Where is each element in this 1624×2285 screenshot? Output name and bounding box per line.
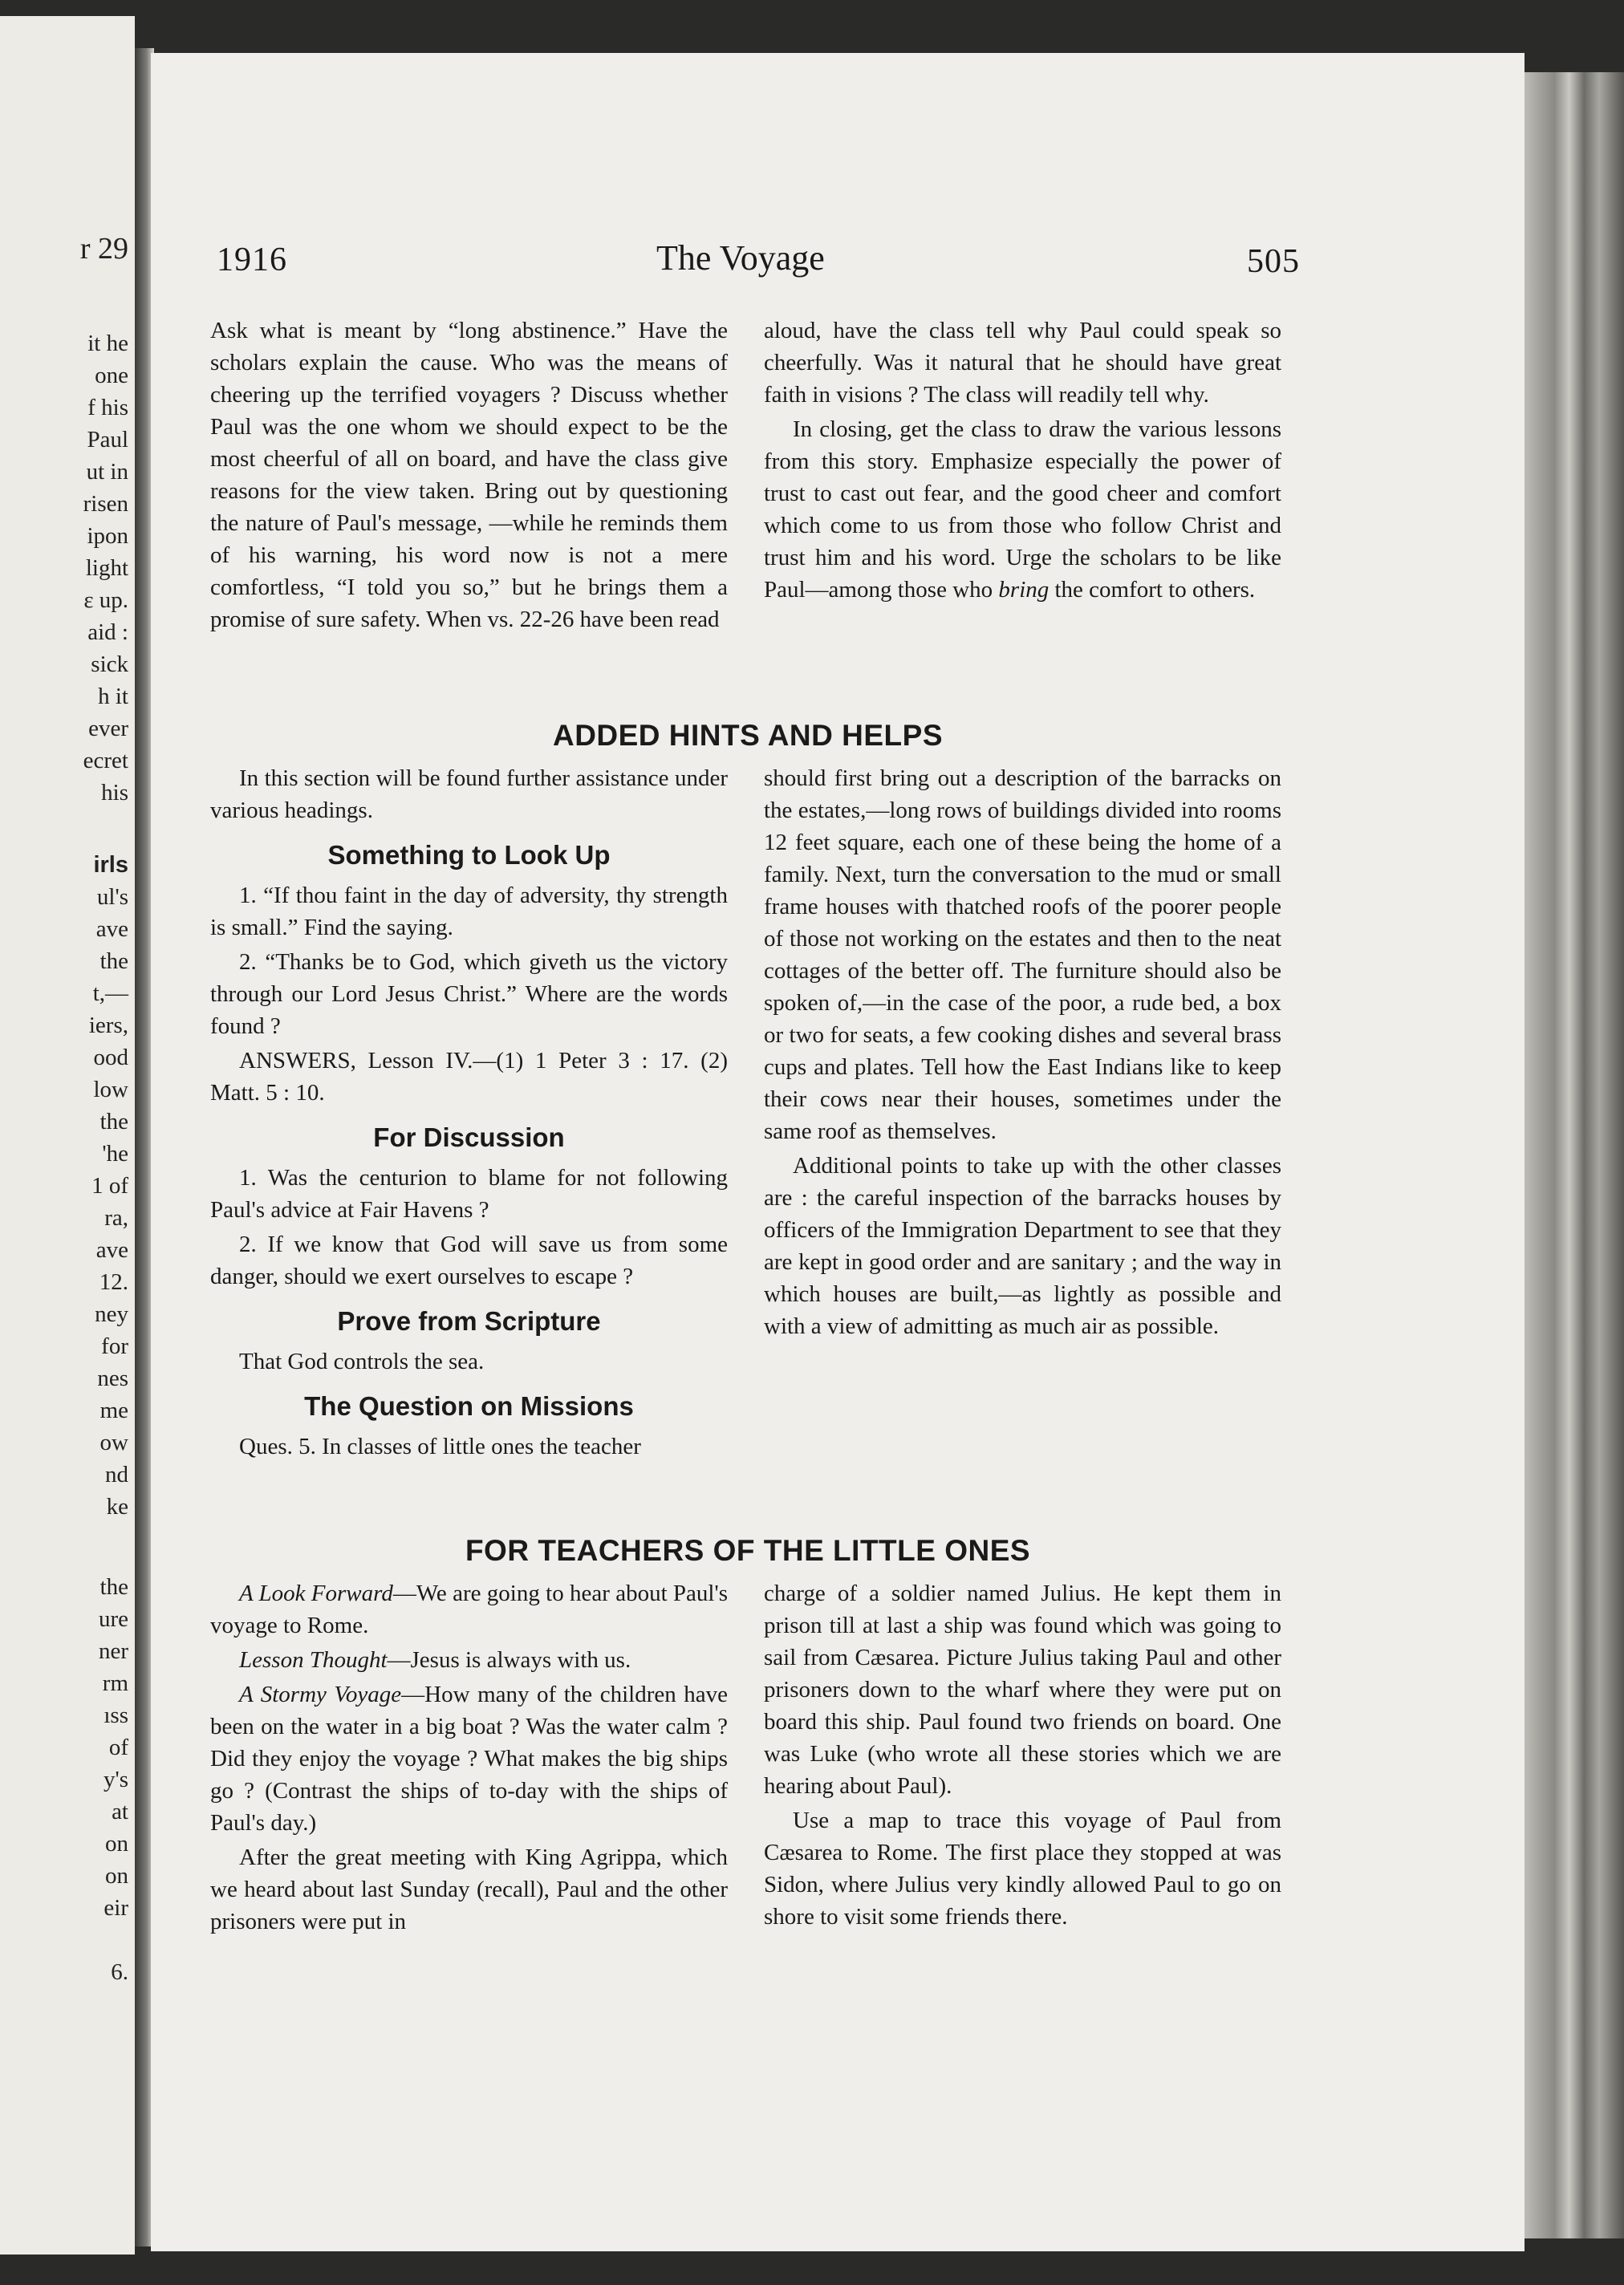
facing-page-fragment: ul's <box>96 884 128 910</box>
missions-answer-paragraph-2: Additional points to take up with the other classes are : the careful inspection of the barracks houses by officers of the Immigration Department to see that they are kept in good order and are sanitary ; and the way in which houses are built,—as lightly as possible and with a view of admitting as much air as possible. <box>764 1153 1281 1339</box>
facing-page-fragment: nes <box>97 1366 128 1391</box>
added-hints-heading: ADDED HINTS AND HELPS <box>552 719 944 752</box>
look-up-item-1: 1. “If thou faint in the day of adversity, thy strength is small.” Find the saying. <box>210 883 728 940</box>
facing-page-fragment: 1 of <box>91 1173 128 1199</box>
facing-page-fragment: risen <box>83 491 128 517</box>
facing-page-fragment: ney <box>95 1301 128 1327</box>
intro-right-paragraph-1: aloud, have the class tell why Paul could speak so cheerfully. Was it natural that he should have great faith in visions ? The class will readily tell why. <box>764 318 1281 408</box>
facing-page-fragment: me <box>99 1398 128 1423</box>
intro-right-paragraph-2 <box>764 413 1281 606</box>
julius-paragraph: charge of a soldier named Julius. He kept them in prison till at last a ship was found which was going to sail from Cæsarea. Picture Julius taking Paul and other prisoners down to the wharf where they were put on board this ship. Paul found two friends on board. One was Luke (who wrote all these stories which we are hearing about Paul). <box>764 1581 1281 1799</box>
page-edges <box>1525 72 1624 2238</box>
lesson-thought-text: —Jesus is always with us. <box>387 1647 631 1673</box>
scripture-text: That God controls the sea. <box>239 1349 485 1374</box>
facing-page-fragment: light <box>85 555 128 581</box>
facing-page-fragment: iers, <box>88 1013 128 1038</box>
look-forward-paragraph <box>210 1577 728 1642</box>
facing-page-fragment: 6. <box>111 1959 128 1985</box>
intro-right-text-a: In closing, get the class to draw the various lessons from this story. Emphasize especially the power of trust to cast out fear, and the good cheer and comfort which come to us from those who follow Christ and trust him and his word. Urge the scholars to be like Paul—among those who <box>764 416 1281 603</box>
facing-page-fragment: the <box>99 1574 128 1600</box>
facing-page-fragment: one <box>95 363 128 388</box>
facing-page-fragment: Paul <box>87 427 128 453</box>
facing-page-fragment: his <box>101 780 128 806</box>
facing-page-fragment: ecret <box>83 748 128 773</box>
facing-page-fragment: on <box>105 1863 128 1889</box>
intro-right-text-b: the comfort to others. <box>1049 577 1256 603</box>
facing-page-fragment: rm <box>102 1670 128 1696</box>
facing-page-fragment: on <box>105 1831 128 1857</box>
intro-right-emphasis: bring <box>998 577 1050 603</box>
running-header <box>217 237 1300 286</box>
facing-page-fragment: sick <box>91 651 128 677</box>
facing-page-fragment: ra, <box>104 1205 128 1231</box>
facing-page-fragment: 12. <box>99 1269 128 1295</box>
header-title: The Voyage <box>656 238 825 278</box>
page-number: 505 <box>1247 243 1300 280</box>
look-up-answers: ANSWERS, Lesson IV.—(1) 1 Peter 3 : 17. (2) Matt. 5 : 10. <box>210 1048 728 1106</box>
facing-page <box>0 16 135 2255</box>
header-year: 1916 <box>217 241 287 278</box>
facing-page-fragment: ut in <box>86 459 128 485</box>
facing-page-fragment: low <box>93 1077 128 1102</box>
facing-page-fragment: y's <box>103 1767 128 1792</box>
intro-left-column <box>210 315 728 638</box>
facing-page-fragment: the <box>99 1109 128 1134</box>
agrippa-paragraph: After the great meeting with King Agrippa, which we heard about last Sunday (recall), Paul and the other prisoners were put in <box>210 1845 728 1934</box>
discussion-item-1: 1. Was the centurion to blame for not following Paul's advice at Fair Havens ? <box>210 1165 728 1223</box>
facing-page-fragment: t,— <box>92 980 128 1006</box>
facing-page-fragment: ever <box>88 716 128 741</box>
added-hints-right-column <box>764 762 1281 1345</box>
facing-page-fragment: ipon <box>87 523 128 549</box>
look-forward-text: —We are going to hear about Paul's voyage to Rome. <box>210 1581 728 1638</box>
scripture-heading: Prove from Scripture <box>337 1306 601 1336</box>
little-ones-heading: FOR TEACHERS OF THE LITTLE ONES <box>465 1534 1031 1567</box>
lesson-thought-label: Lesson Thought <box>239 1647 388 1673</box>
facing-page-fragment: ood <box>93 1045 128 1070</box>
facing-page-fragment: ε up. <box>83 587 128 613</box>
stormy-voyage-label: A Stormy Voyage <box>239 1682 402 1707</box>
facing-page-fragment: the <box>99 948 128 974</box>
intro-right-column <box>764 315 1281 608</box>
facing-page-fragment: ave <box>95 916 128 942</box>
facing-page-fragment: ke <box>106 1494 128 1520</box>
facing-page-fragment: h it <box>98 684 128 709</box>
facing-page-fragment: ow <box>99 1430 128 1455</box>
facing-page-fragment: ave <box>95 1237 128 1263</box>
facing-page-fragment: nd <box>105 1462 128 1487</box>
little-ones-left-column <box>210 1577 728 1940</box>
look-forward-label: A Look Forward <box>239 1581 393 1606</box>
intro-left-paragraph: Ask what is meant by “long abstinence.” Have the scholars explain the cause. Who was the means of cheering up the terrified voyagers ? Discuss whether Paul was the one whom we should expect to be the most cheerful of all on board, and have the class give reasons for the view taken. Bring out by questioning the nature of Paul's message, —while he reminds them of his warning, his word now is not a mere comfortless, “I told you so,” but he brings them a promise of sure safety. When vs. 22-26 have been read <box>210 318 728 632</box>
added-hints-left-column <box>210 762 728 1465</box>
look-up-heading: Something to Look Up <box>327 840 611 870</box>
facing-page-fragment: eir <box>104 1895 128 1921</box>
missions-text: Ques. 5. In classes of little ones the teacher <box>239 1434 641 1459</box>
facing-page-fragment: aid : <box>87 619 128 645</box>
facing-page-fragment: ıss <box>104 1703 128 1728</box>
lesson-thought-paragraph <box>210 1644 728 1676</box>
facing-page-fragment: irls <box>93 852 128 878</box>
discussion-item-2: 2. If we know that God will save us from some danger, should we exert ourselves to escape ? <box>210 1232 728 1289</box>
stormy-voyage-paragraph <box>210 1678 728 1839</box>
little-ones-right-column <box>764 1577 1281 1935</box>
facing-page-fragment: ner <box>98 1638 128 1664</box>
facing-page-fragment: for <box>101 1333 128 1359</box>
facing-page-fragment: f his <box>87 395 128 420</box>
missions-heading: The Question on Missions <box>304 1391 634 1421</box>
look-up-item-2: 2. “Thanks be to God, which giveth us the victory through our Lord Jesus Christ.” Where are the words found ? <box>210 949 728 1039</box>
added-hints-intro: In this section will be found further assistance under various headings. <box>210 765 728 823</box>
stormy-voyage-text: —How many of the children have been on the water in a big boat ? Was the water calm ? Did they enjoy the voyage ? What makes the big ships go ? (Contrast the ships of to-day with the ships of Paul's day.) <box>210 1682 728 1836</box>
facing-page-fragment: r 29 <box>79 232 128 266</box>
facing-page-fragment: at <box>112 1799 128 1824</box>
discussion-heading: For Discussion <box>373 1122 565 1152</box>
facing-page-fragment: 'he <box>102 1141 128 1167</box>
map-paragraph: Use a map to trace this voyage of Paul from Cæsarea to Rome. The first place they stopped at was Sidon, where Julius very kindly allowed Paul to go on shore to visit some friends there. <box>764 1808 1281 1930</box>
facing-page-fragment: of <box>108 1735 128 1760</box>
facing-page-fragment: ure <box>98 1606 128 1632</box>
facing-page-fragment: it he <box>87 331 128 356</box>
missions-answer-paragraph-1: should first bring out a description of the barracks on the estates,—long rows of buildings divided into rooms 12 feet square, each one of these being the home of a family. Next, turn the conversation to the mud or small frame houses with thatched roofs of the poorer people of those not working on the estates and then to the neat cottages of the better off. The furniture should also be spoken of,—in the case of the poor, a rude bed, a box or two for seats, a few cooking dishes and several brass cups and plates. Tell how the East Indians like to keep their cows near their houses, sometimes under the same roof as themselves. <box>764 765 1281 1144</box>
